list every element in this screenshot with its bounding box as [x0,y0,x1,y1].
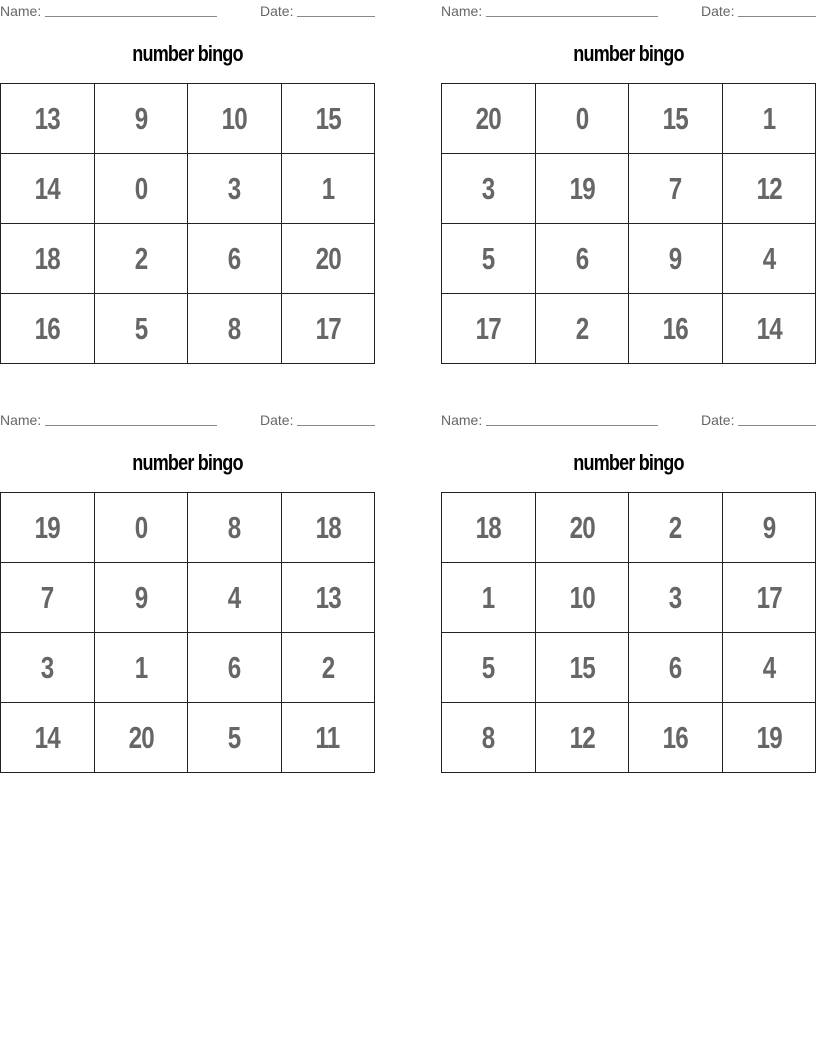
grid-cell: 0 [535,84,629,154]
date-blank [297,16,375,17]
grid-cell: 2 [281,633,375,703]
grid-cell: 8 [188,493,282,563]
card-header [441,2,816,20]
date-blank [738,16,816,17]
grid-cell: 1 [722,84,816,154]
grid-cell: 6 [629,633,723,703]
name-blank [486,16,658,17]
name-label: Name: [0,3,42,19]
grid-row [442,633,816,703]
grid-cell: 0 [94,154,188,224]
name-label: Name: [441,412,483,428]
grid-row [442,224,816,294]
grid-cell: 12 [722,154,816,224]
grid-cell: 17 [722,563,816,633]
grid-cell: 3 [629,563,723,633]
grid-cell: 15 [629,84,723,154]
grid-row [442,563,816,633]
grid-cell: 17 [442,294,536,364]
grid-cell: 18 [442,493,536,563]
bingo-grid [0,83,375,364]
card-title: number bingo [132,450,243,475]
date-blank [738,425,816,426]
grid-cell: 12 [535,703,629,773]
card-title: number bingo [573,450,684,475]
bingo-grid [441,83,816,364]
bingo-card [0,409,375,774]
card-title: number bingo [132,41,243,66]
grid-cell: 7 [1,563,95,633]
grid-row [442,703,816,773]
grid-cell: 8 [188,294,282,364]
name-label: Name: [0,412,42,428]
grid-row [1,563,375,633]
grid-row [442,84,816,154]
bingo-card [441,0,816,365]
name-blank [486,425,658,426]
grid-cell: 19 [535,154,629,224]
bingo-card [441,409,816,774]
grid-cell: 9 [94,563,188,633]
grid-cell: 16 [629,703,723,773]
grid-cell: 10 [535,563,629,633]
grid-cell: 11 [281,703,375,773]
grid-cell: 4 [722,224,816,294]
grid-cell: 20 [94,703,188,773]
grid-row [1,633,375,703]
grid-cell: 20 [442,84,536,154]
grid-cell: 5 [188,703,282,773]
grid-row [442,294,816,364]
card-title: number bingo [573,41,684,66]
grid-cell: 1 [442,563,536,633]
grid-cell: 5 [442,633,536,703]
grid-cell: 19 [722,703,816,773]
grid-cell: 3 [442,154,536,224]
bingo-grid [0,492,375,773]
grid-cell: 3 [1,633,95,703]
grid-cell: 9 [94,84,188,154]
grid-cell: 7 [629,154,723,224]
grid-cell: 2 [535,294,629,364]
grid-cell: 6 [188,224,282,294]
grid-cell: 5 [94,294,188,364]
grid-row [1,294,375,364]
grid-row [1,703,375,773]
grid-cell: 9 [629,224,723,294]
date-label: Date: [701,412,735,428]
grid-cell: 17 [281,294,375,364]
grid-row [442,154,816,224]
grid-cell: 2 [629,493,723,563]
grid-cell: 8 [442,703,536,773]
grid-cell: 4 [188,563,282,633]
grid-cell: 14 [1,703,95,773]
date-label: Date: [260,412,294,428]
grid-cell: 14 [1,154,95,224]
grid-row [1,84,375,154]
bingo-card [0,0,375,365]
grid-cell: 15 [281,84,375,154]
grid-cell: 16 [1,294,95,364]
grid-cell: 0 [94,493,188,563]
grid-cell: 6 [188,633,282,703]
grid-cell: 5 [442,224,536,294]
card-header [0,411,375,429]
grid-cell: 13 [281,563,375,633]
name-blank [45,16,217,17]
name-label: Name: [441,3,483,19]
name-blank [45,425,217,426]
grid-cell: 3 [188,154,282,224]
grid-cell: 19 [1,493,95,563]
grid-cell: 2 [94,224,188,294]
grid-row [1,224,375,294]
grid-cell: 16 [629,294,723,364]
grid-cell: 20 [535,493,629,563]
card-header [0,2,375,20]
date-label: Date: [260,3,294,19]
date-blank [297,425,375,426]
grid-cell: 18 [281,493,375,563]
grid-cell: 15 [535,633,629,703]
grid-cell: 20 [281,224,375,294]
grid-cell: 1 [281,154,375,224]
date-label: Date: [701,3,735,19]
grid-cell: 9 [722,493,816,563]
card-header [441,411,816,429]
bingo-grid [441,492,816,773]
grid-cell: 1 [94,633,188,703]
grid-cell: 10 [188,84,282,154]
grid-cell: 18 [1,224,95,294]
grid-cell: 13 [1,84,95,154]
grid-cell: 6 [535,224,629,294]
grid-cell: 4 [722,633,816,703]
grid-row [1,154,375,224]
grid-row [442,493,816,563]
grid-cell: 14 [722,294,816,364]
grid-row [1,493,375,563]
